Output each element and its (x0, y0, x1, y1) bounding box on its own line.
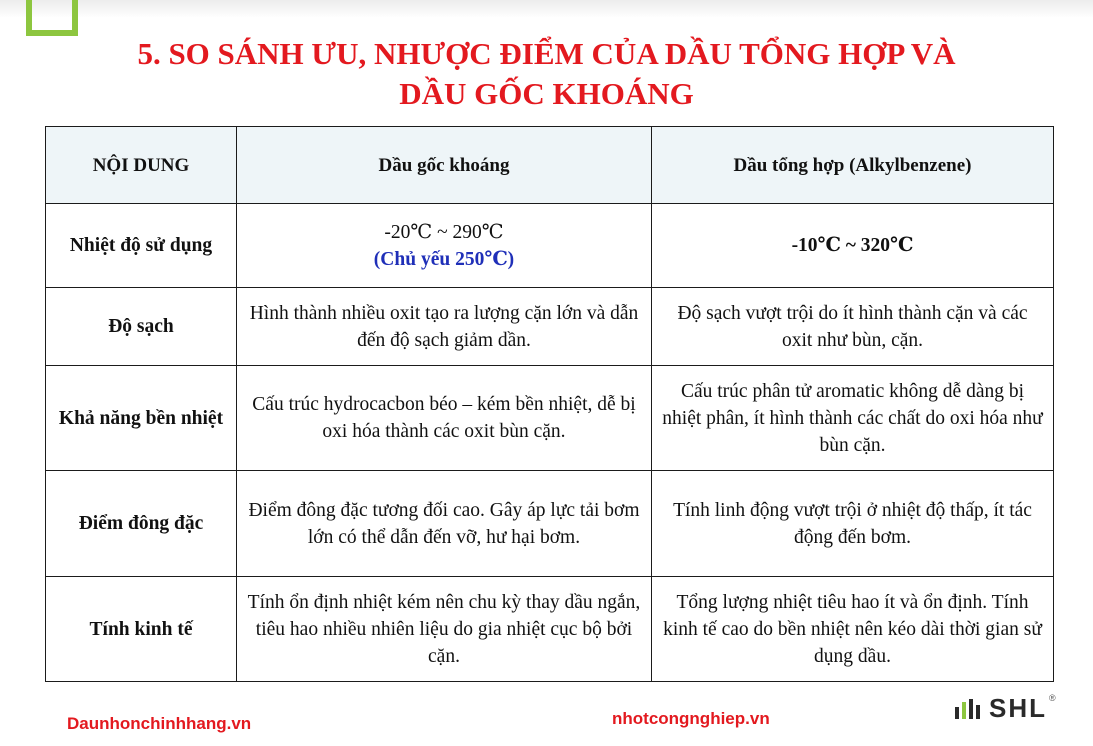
table-row (46, 471, 1054, 577)
page-title (0, 34, 1093, 114)
cell-synthetic: Độ sạch vượt trội do ít hình thành cặn và các oxit như bùn, cặn. (652, 288, 1054, 366)
cell-mineral (237, 204, 652, 288)
table-row (46, 288, 1054, 366)
registered-mark: ® (1049, 693, 1056, 703)
top-band (0, 0, 1093, 18)
logo-mark-icon (955, 699, 981, 719)
cell-synthetic: Tổng lượng nhiệt tiêu hao ít và ổn định. Tính kinh tế cao do bền nhiệt nên kéo dài thời gian sử dụng dầu. (652, 577, 1054, 682)
footer-website-mid[interactable]: nhotcongnghiep.vn (612, 709, 770, 728)
table-row (46, 577, 1054, 682)
header-content: NỘI DUNG (46, 127, 237, 204)
table-row (46, 366, 1054, 471)
decorative-corner-square (26, 0, 78, 36)
table-header-row (46, 127, 1054, 204)
cell-mineral: Tính ổn định nhiệt kém nên chu kỳ thay dầu ngắn, tiêu hao nhiều nhiên liệu do gia nhiệt cục bộ bởi cặn. (237, 577, 652, 682)
header-mineral-oil: Dầu gốc khoáng (237, 127, 652, 204)
temperature-note: (Chủ yếu 250℃) (373, 248, 515, 270)
logo-text: SHL (989, 693, 1047, 723)
row-label: Điểm đông đặc (46, 471, 237, 577)
shl-logo (955, 693, 1056, 724)
row-label: Khả năng bền nhiệt (46, 366, 237, 471)
title-line-2: DẦU GỐC KHOÁNG (399, 76, 694, 111)
cell-mineral: Hình thành nhiều oxit tạo ra lượng cặn lớn và dẫn đến độ sạch giảm dần. (237, 288, 652, 366)
cell-mineral: Cấu trúc hydrocacbon béo – kém bền nhiệt, dễ bị oxi hóa thành các oxit bùn cặn. (237, 366, 652, 471)
header-synthetic-oil: Dầu tổng hợp (Alkylbenzene) (652, 127, 1054, 204)
cell-synthetic: Cấu trúc phân tử aromatic không dễ dàng bị nhiệt phân, ít hình thành các chất do oxi hóa như bùn cặn. (652, 366, 1054, 471)
table-row (46, 204, 1054, 288)
row-label: Tính kinh tế (46, 577, 237, 682)
comparison-table (45, 126, 1054, 682)
row-label: Nhiệt độ sử dụng (46, 204, 237, 288)
cell-mineral: Điểm đông đặc tương đối cao. Gây áp lực tải bơm lớn có thể dẫn đến vỡ, hư hại bơm. (237, 471, 652, 577)
temperature-range: -20℃ ~ 290℃ (384, 221, 504, 243)
cell-synthetic: Tính linh động vượt trội ở nhiệt độ thấp, ít tác động đến bơm. (652, 471, 1054, 577)
title-line-1: 5. SO SÁNH ƯU, NHƯỢC ĐIỂM CỦA DẦU TỔNG HỢP VÀ (137, 36, 956, 71)
row-label: Độ sạch (46, 288, 237, 366)
cell-synthetic: -10℃ ~ 320℃ (652, 204, 1054, 288)
footer-website-left[interactable]: Daunhonchinhhang.vn (67, 714, 252, 733)
